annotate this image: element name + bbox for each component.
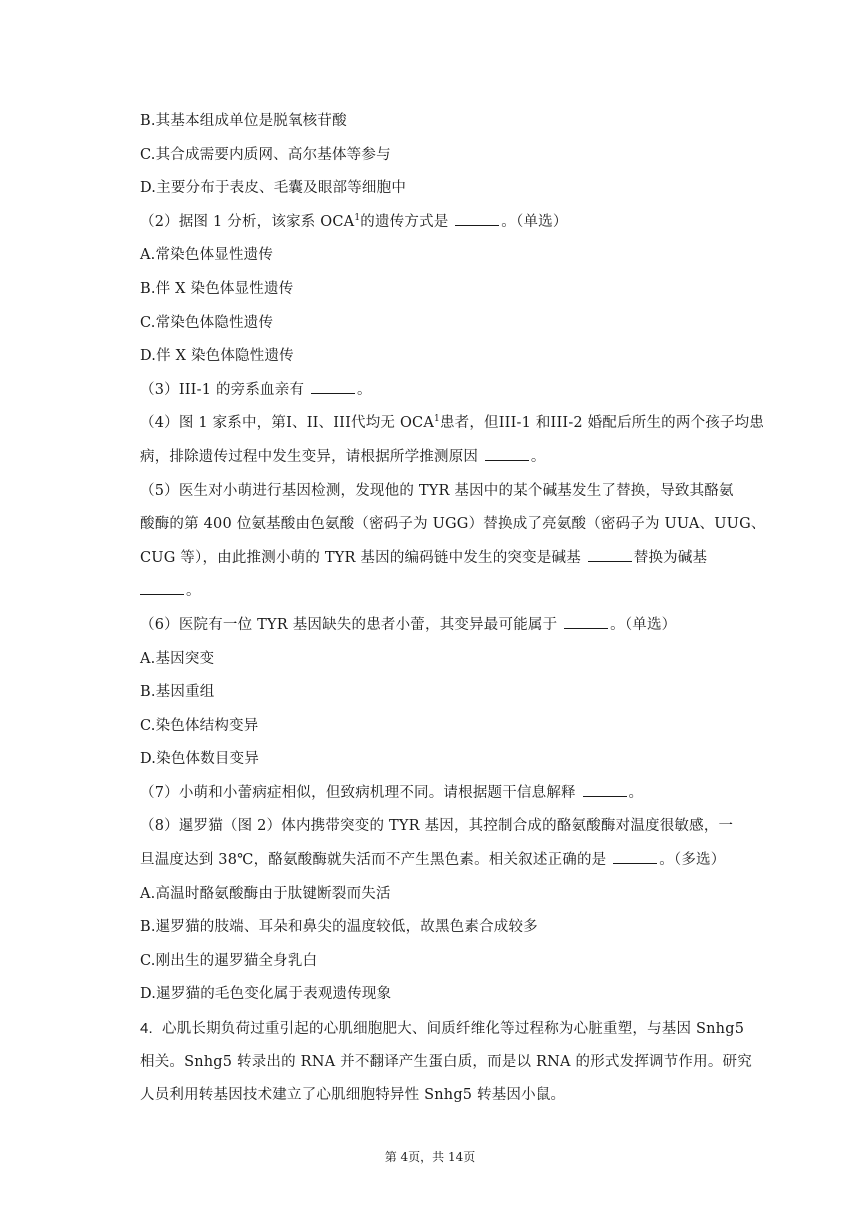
question-5-text: （5）医生对小萌进行基因检测，发现他的 TYR 基因中的某个碱基发生了替换，导致其酪氨 <box>140 482 734 499</box>
question-8-text: （8）暹罗猫（图 2）体内携带突变的 TYR 基因，其控制合成的酪氨酸酶对温度很敏感，一 <box>140 818 734 835</box>
option-a: A.基因突变 <box>140 650 215 667</box>
text-line <box>140 273 760 307</box>
question-5-line-3 <box>140 542 760 576</box>
text-line <box>140 643 760 677</box>
question-2-suffix: 。（单选） <box>501 213 568 230</box>
question-number: 4. <box>140 1020 153 1038</box>
text-line <box>140 139 760 173</box>
question-7-text: （7）小萌和小蕾病症相似，但致病机理不同。请根据题干信息解释 <box>140 784 581 801</box>
option-a: A.常染色体显性遗传 <box>140 247 274 264</box>
punct: 。 <box>356 381 372 398</box>
superscript: 1 <box>354 212 361 223</box>
answer-blank <box>583 782 627 797</box>
question-4-main-line-3 <box>140 1079 760 1113</box>
option-d: D.暹罗猫的毛色变化属于表观遗传现象 <box>140 986 392 1003</box>
question-5-text-2: 酸酶的第 400 位氨基酸由色氨酸（密码子为 UGG）替换成了亮氨酸（密码子为 UUA、UUG、 <box>140 516 766 533</box>
answer-blank <box>588 547 632 562</box>
answer-blank <box>455 211 499 226</box>
option-c: C.常染色体隐性遗传 <box>140 314 274 331</box>
answer-blank <box>485 446 529 461</box>
question-6-suffix: 。（单选） <box>610 616 677 633</box>
text-line <box>140 878 760 912</box>
text-line <box>140 676 760 710</box>
option-b: B.其基本组成单位是脱氧核苷酸 <box>140 113 347 129</box>
question-5-text-3: CUG 等），由此推测小萌的 TYR 基因的编码链中发生的突变是碱基 <box>140 549 586 566</box>
option-d: D.伴 X 染色体隐性遗传 <box>140 348 294 365</box>
option-a: A.高温时酪氨酸酶由于肽键断裂而失活 <box>140 885 391 902</box>
text-line <box>140 710 760 744</box>
question-5-line-4 <box>140 575 760 609</box>
question-2-text: （2）据图 1 分析，该家系 OCA <box>140 213 355 230</box>
option-d: D.主要分布于表皮、毛囊及眼部等细胞中 <box>140 180 407 197</box>
answer-blank <box>140 580 184 595</box>
question-4-main-text-3: 人员利用转基因技术建立了心肌细胞特异性 Snhg5 转基因小鼠。 <box>140 1087 566 1104</box>
question-8-line <box>140 810 760 844</box>
answer-blank <box>613 849 657 864</box>
question-4-main-text-2: 相关。Snhg5 转录出的 RNA 并不翻译产生蛋白质，而是以 RNA 的形式发挥调节作用。研究 <box>140 1053 752 1070</box>
question-4-line <box>140 407 765 441</box>
question-6-line <box>140 609 760 643</box>
question-5-text-4: 替换为碱基 <box>633 549 708 566</box>
superscript: 1 <box>434 414 440 425</box>
option-d: D.染色体数目变异 <box>140 751 260 768</box>
question-4-main-line <box>140 1012 760 1046</box>
question-8-text-2: 旦温度达到 38℃，酪氨酸酶就失活而不产生黑色素。相关叙述正确的是 <box>140 852 612 869</box>
answer-blank <box>564 614 608 629</box>
option-b: B.伴 X 染色体显性遗传 <box>140 280 294 297</box>
question-7-line <box>140 777 760 811</box>
punct: 。 <box>628 784 644 801</box>
text-line <box>140 239 760 273</box>
question-4-text-2: 病，排除遗传过程中发生变异，请根据所学推测原因 <box>140 448 483 465</box>
punct: 。 <box>186 583 201 600</box>
question-5-line <box>140 475 760 509</box>
text-line <box>140 172 760 206</box>
punct: 。 <box>530 448 546 465</box>
page-footer: 第 4页，共 14页 <box>384 1150 476 1164</box>
text-line <box>140 911 760 945</box>
question-4-text: （4）图 1 家系中，第I、II、III代均无 OCA <box>140 415 434 432</box>
question-2-text-cont: 的遗传方式是 <box>360 213 454 230</box>
question-6-text: （6）医院有一位 TYR 基因缺失的患者小蕾，其变异最可能属于 <box>140 616 563 633</box>
question-content <box>140 105 766 1113</box>
option-c: C.染色体结构变异 <box>140 717 259 734</box>
question-4-main-text: 心肌长期负荷过重引起的心肌细胞肥大、间质纤维化等过程称为心脏重塑，与基因 Snhg5 <box>162 1021 745 1038</box>
option-c: C.其合成需要内质网、高尔基体等参与 <box>140 146 391 163</box>
text-line <box>140 945 760 979</box>
question-2-line <box>140 206 760 240</box>
text-line <box>140 105 760 139</box>
text-line <box>140 307 760 341</box>
text-line <box>140 978 760 1012</box>
question-4-text-cont: 患者，但III-1 和III-2 婚配后所生的两个孩子均患 <box>439 415 765 432</box>
question-4-main-line-2 <box>140 1046 760 1080</box>
text-line <box>140 340 760 374</box>
question-3-line <box>140 374 760 408</box>
question-8-line-2 <box>140 844 760 878</box>
option-b: B.基因重组 <box>140 684 215 701</box>
answer-blank <box>311 379 355 394</box>
question-4-line-2 <box>140 441 760 475</box>
text-line <box>140 743 760 777</box>
option-b: B.暹罗猫的肢端、耳朵和鼻尖的温度较低，故黑色素合成较多 <box>140 919 538 936</box>
option-c: C.刚出生的暹罗猫全身乳白 <box>140 952 318 969</box>
question-5-line-2 <box>140 508 766 542</box>
question-8-suffix: 。（多选） <box>659 852 726 869</box>
question-3-text: （3）III-1 的旁系血亲有 <box>140 381 309 398</box>
